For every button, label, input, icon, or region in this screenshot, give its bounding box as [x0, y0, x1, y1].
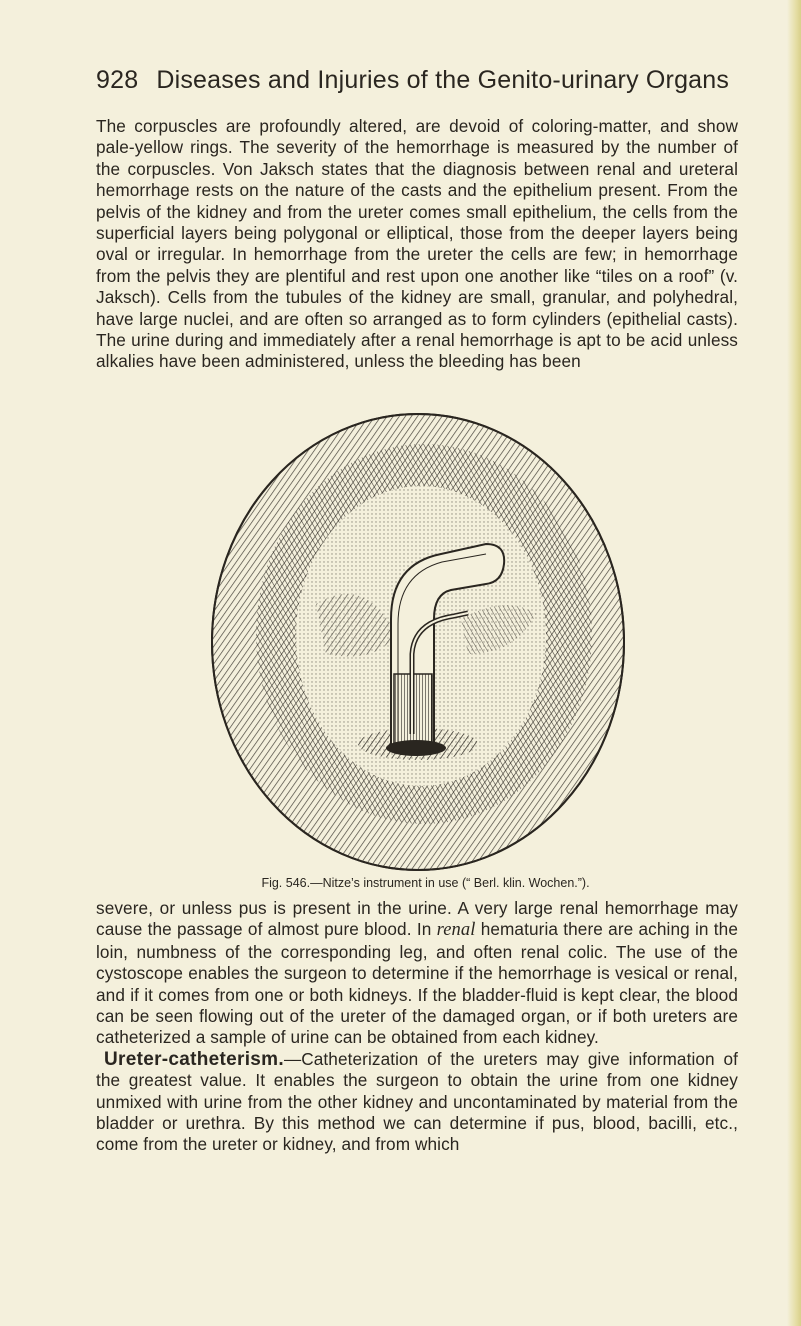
paragraph-corpuscles: The corpuscles are profoundly altered, are devoid of coloring-matter, and show pale-yellow rings. The severity of the hemorrhage is measured by the number of the corpuscles. Von Jaksch states that the diagnosis between renal and ureteral hemorrhage rests on the nature of the casts and the epithelium present. From the pelvis of the kidney and from the ureter comes small epithelium, the cells from the superficial layers being polygonal or elliptical, those from the deeper layers being oval or irregular. In hemorrhage from the ureter the cells are few; in hemorrhage from the pelvis they are plentiful and rest upon one another like “tiles on a roof” (v. Jaksch). Cells from the tubules of the kidney are small, granular, and polyhedral, have large nuclei, and are often so arranged as to form cylinders (epithelial casts). The urine during and immediately after a renal hemorrhage is apt to be acid unless alkalies have been administered, unless the bleeding has been [96, 116, 738, 372]
text-block-bottom [96, 898, 738, 1156]
running-title: Diseases and Injuries of the Genito-urinary Organs [156, 66, 730, 94]
figure-caption: Fig. 546.—Nitze’s instrument in use (“ Berl. klin. Wochen.”). [261, 876, 590, 890]
page-edge [787, 0, 801, 1326]
text-block-top [96, 116, 738, 373]
paragraph-ureter-catheterism: Ureter-catheterism.—Catheterization of the ureters may give information of the greatest value. It enables the surgeon to obtain the urine from one kidney unmixed with urine from the other kidney and uncontaminated by material from the bladder or urethra. By this method we can determine if pus, blood, bacilli, etc., come from the ureter or kidney, and from which [96, 1048, 738, 1155]
italic-word: renal [436, 920, 476, 941]
paragraph-hemorrhage: severe, or unless pus is present in the urine. A very large renal hemorrhage may cause the passage of almost pure blood. In renal hematuria there are aching in the loin, numbness of the corresponding leg, and often renal colic. The use of the cystoscope enables the surgeon to determine if the hemorrhage is vesical or renal, and if it comes from one or both kidneys. If the bladder-fluid is kept clear, the blood can be seen flowing out of the ureter of the damaged organ, or if both ureters are catheterized a sample of urine can be obtained from each kidney. [96, 898, 738, 1048]
cystoscope-illustration-icon [206, 404, 626, 874]
page-header [96, 66, 730, 95]
section-heading: Ureter-catheterism. [104, 1048, 284, 1070]
page-number: 928 [96, 66, 139, 94]
figure-nitze-instrument [206, 404, 626, 874]
